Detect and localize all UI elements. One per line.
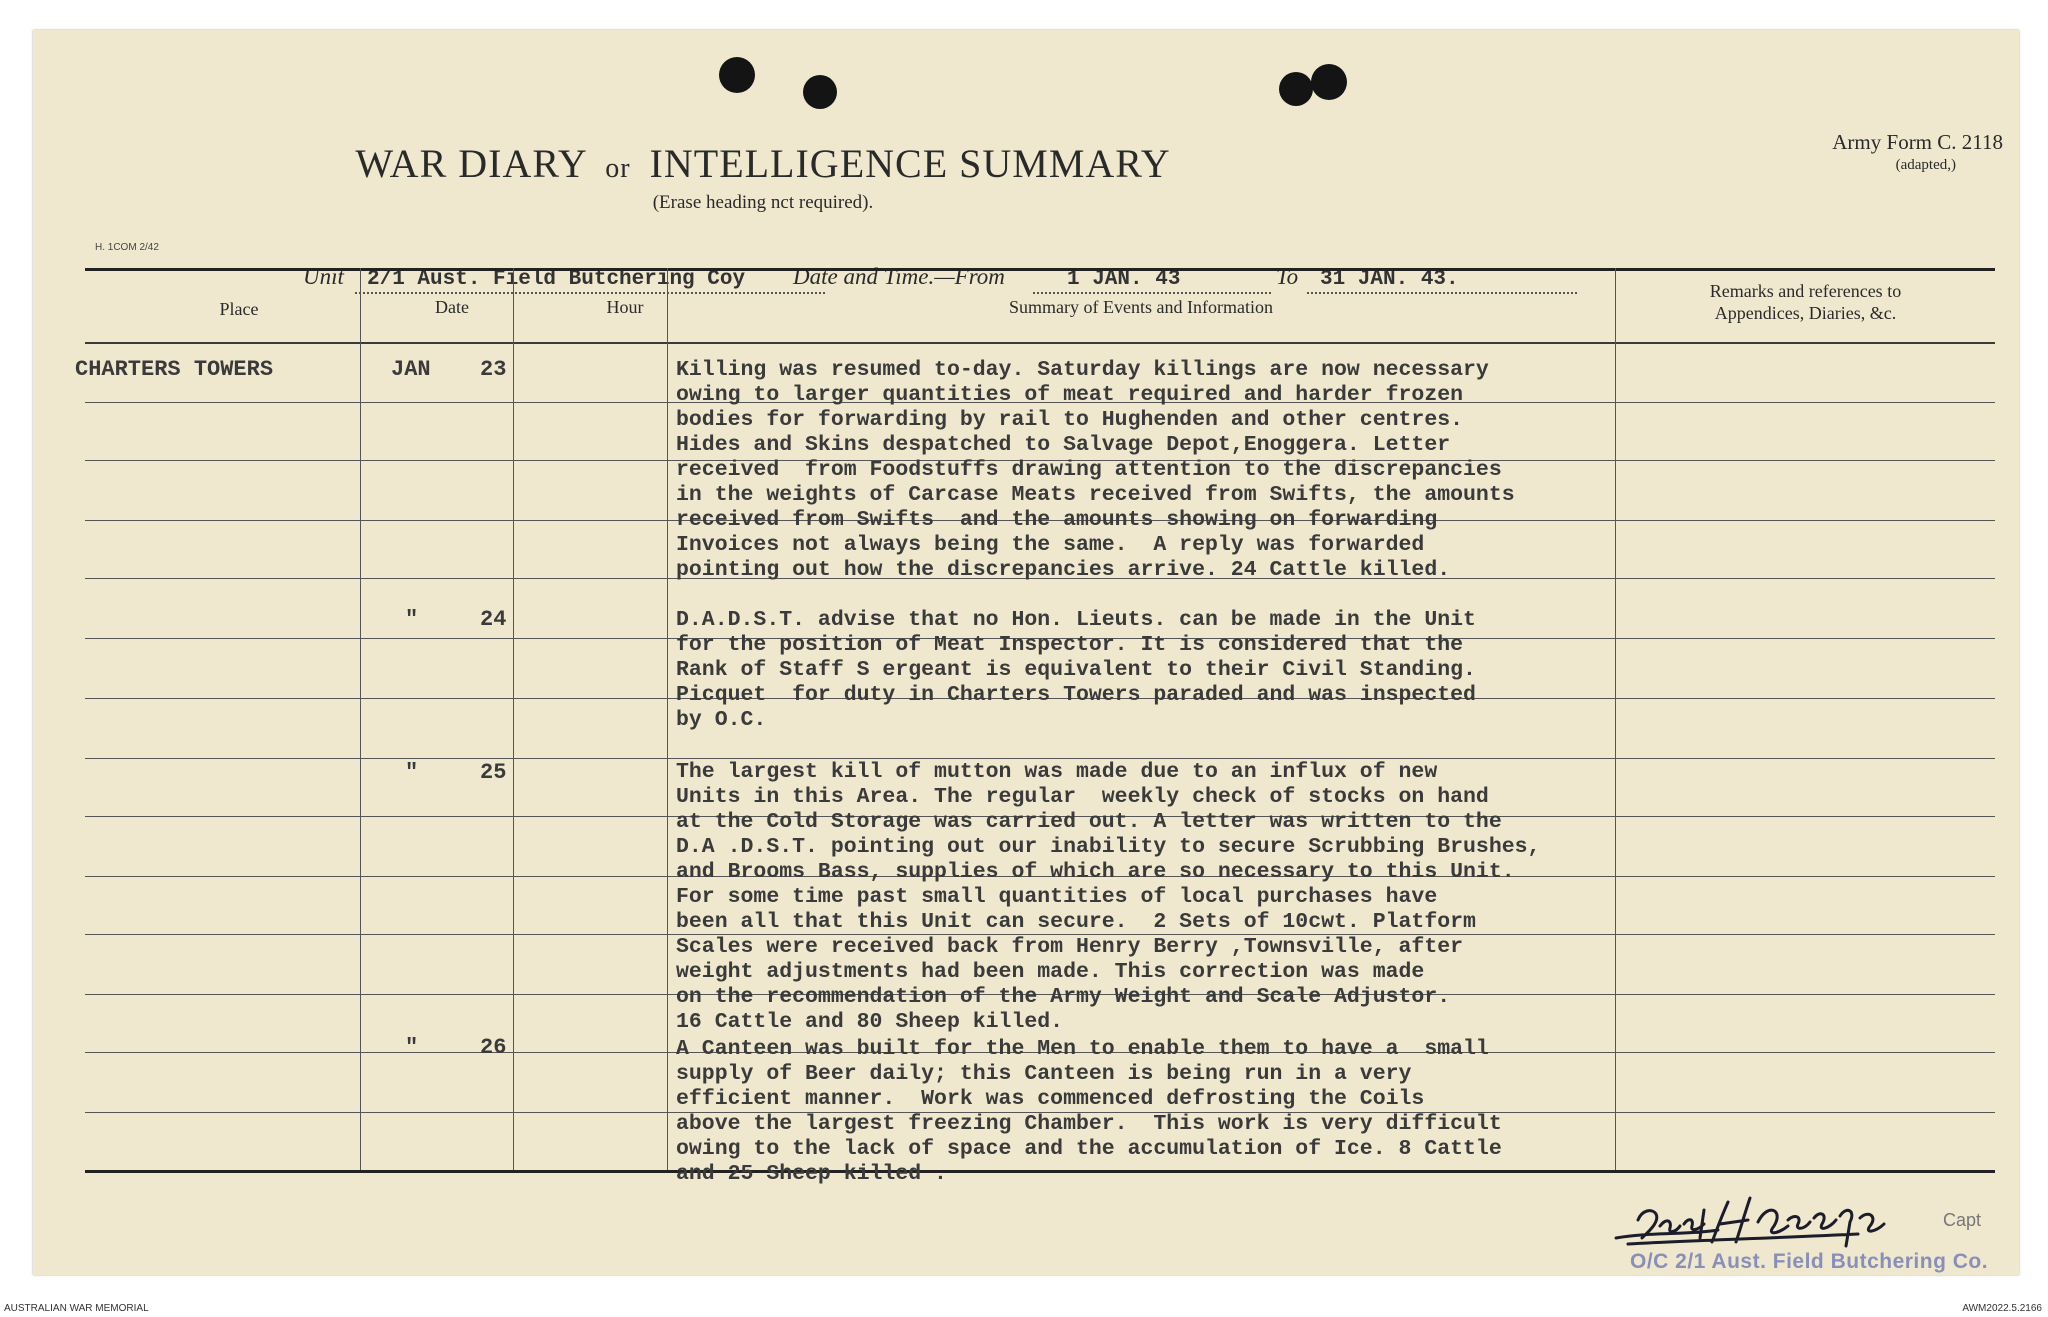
- entry-summary: Killing was resumed to-day. Saturday killings are now necessary owing to larger quantities of meat required and harder frozen bodies for forwarding by rail to Hughenden and other centres. Hides and Skins despatched to Salvage Depot,Enoggera. Letter received from Foodstuffs drawing attention to the discrepancies in the weights of Carcase Meats received from Swifts, the amounts received from Swifts and the amounts showing on forwarding Invoices not always being the same. A reply was forwarded pointing out how the discrepancies arrive. 24 Cattle killed.: [676, 358, 1515, 582]
- from-dotted-line: [1033, 292, 1271, 294]
- entry-month: ": [405, 607, 419, 632]
- unit-stamp: O/C 2/1 Aust. Field Butchering Co.: [1630, 1250, 1989, 1273]
- entry-day: 23: [480, 357, 507, 382]
- col-header-remarks-line1: Remarks and references to: [1709, 281, 1902, 301]
- entry-summary: D.A.D.S.T. advise that no Hon. Lieuts. can be made in the Unit for the position of Meat Inspector. It is considered that the Rank of Staff S ergeant is equivalent to their Civil Standing. Picquet for duty in Charters Towers paraded and was inspected by O.C.: [676, 608, 1476, 732]
- from-value: 1 JAN. 43: [1067, 268, 1181, 291]
- col-header-place: Place: [219, 299, 259, 319]
- entry-month: ": [405, 1035, 419, 1060]
- row-rule: [85, 758, 1995, 759]
- title-or: or: [605, 153, 631, 184]
- unit-value: 2/1 Aust. Field Butchering Coy: [367, 268, 746, 291]
- entry-day: 26: [480, 1035, 507, 1060]
- col-header-remarks-line2: Appendices, Diaries, &c.: [1714, 303, 1897, 323]
- table-top-rule: [85, 268, 1995, 271]
- page-subtitle: (Erase heading nct required).: [652, 192, 874, 213]
- place-value: CHARTERS TOWERS: [75, 357, 274, 382]
- entry-day: 25: [480, 760, 507, 785]
- col-rule-hour-summary: [667, 268, 668, 1170]
- title-intelligence-summary: INTELLIGENCE SUMMARY: [649, 141, 1171, 186]
- title-war-diary: WAR DIARY: [355, 141, 587, 186]
- entry-month: ": [405, 760, 419, 785]
- footer-catalogue-id: AWM2022.5.2166: [1962, 1303, 2042, 1314]
- punch-hole: [719, 57, 755, 93]
- unit-dotted-line: [355, 292, 825, 294]
- footer-institution: AUSTRALIAN WAR MEMORIAL: [4, 1303, 149, 1314]
- to-label: To: [1276, 264, 1299, 289]
- army-form-label: Army Form C. 2118: [1832, 130, 2003, 154]
- war-diary-page: [33, 30, 2019, 1275]
- signature-rank: Capt: [1943, 1210, 1982, 1230]
- entry-summary: A Canteen was built for the Men to enable them to have a small supply of Beer daily; this Canteen is being run in a very efficient manner. Work was commenced defrosting the Coils above the largest freezing Chamber. This work is very difficult owing to the lack of space and the accumulation of Ice. 8 Cattle and 25 Sheep killed .: [676, 1037, 1502, 1186]
- col-header-remarks: [1613, 280, 1998, 324]
- entry-day: 24: [480, 607, 507, 632]
- form-code: H. 1COM 2/42: [95, 242, 159, 253]
- entry-month: JAN: [391, 357, 431, 382]
- entry-summary: The largest kill of mutton was made due to an influx of new Units in this Area. The regular weekly check of stocks on hand at the Cold Storage was carried out. A letter was written to the D.A .D.S.T. pointing out our inability to secure Scrubbing Brushes, and Brooms Bass, supplies of which are so necessary to this Unit. For some time past small quantities of local purchases have been all that this Unit can secure. 2 Sets of 10cwt. Platform Scales were received back from Henry Berry ,Townsville, after weight adjustments had been made. This correction was made on the recommendation of the Army Weight and Scale Adjustor. 16 Cattle and 80 Sheep killed.: [676, 760, 1541, 1034]
- col-rule-date-hour: [513, 268, 514, 1170]
- col-header-date: Date: [435, 297, 469, 317]
- col-rule-summary-remarks: [1615, 268, 1616, 1170]
- col-header-summary: Summary of Events and Information: [1009, 297, 1273, 317]
- page-title: [33, 140, 1493, 187]
- adapted-label: (adapted,): [1895, 157, 1956, 173]
- punch-hole: [1311, 64, 1347, 100]
- col-header-hour: Hour: [606, 297, 644, 317]
- punch-hole: [1279, 72, 1313, 106]
- unit-label: Unit: [303, 264, 344, 289]
- col-rule-place-date: [360, 268, 361, 1170]
- handwritten-signature: [1608, 1180, 1978, 1260]
- punch-hole: [803, 75, 837, 109]
- to-dotted-line: [1307, 292, 1577, 294]
- header-bottom-rule: [85, 342, 1995, 344]
- date-label: Date and Time.—From: [793, 264, 1005, 289]
- to-value: 31 JAN. 43.: [1320, 268, 1459, 291]
